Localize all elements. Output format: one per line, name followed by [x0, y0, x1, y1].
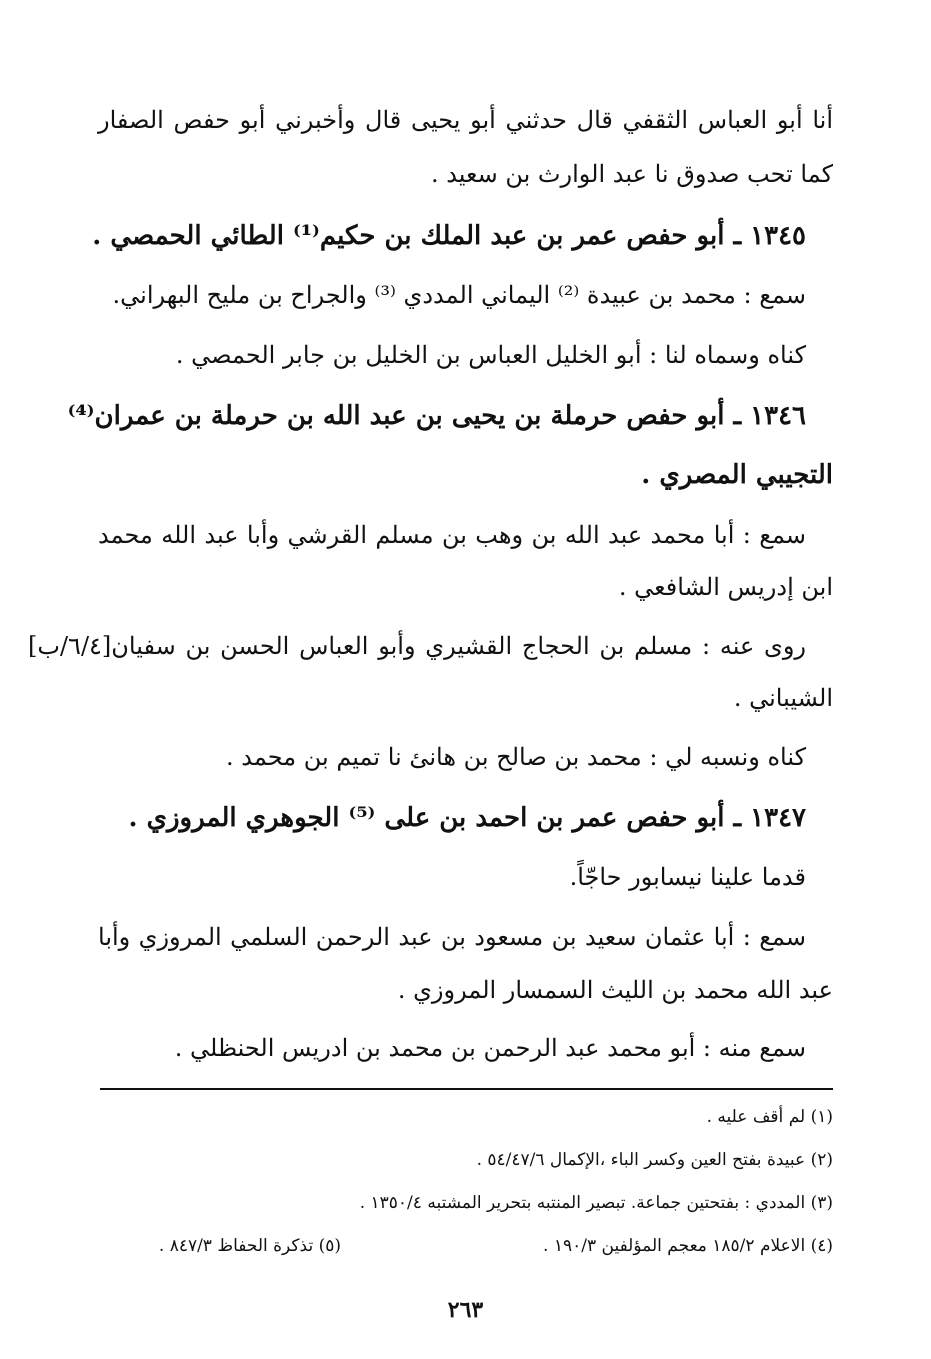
- body-line-1: أنا أبو العباس الثقفي قال حدثني أبو يحيى قال وأخبرني أبو حفص الصفار: [98, 106, 833, 134]
- footnote-3: (٣) المددي : بفتحتين جماعة. تبصير المنتبه بتحرير المشتبه ١٣٥٠/٤ .: [359, 1193, 833, 1213]
- body-line-14: قدما علينا نيسابور حاجّاً.: [569, 863, 806, 891]
- body-line-8: سمع : أبا محمد عبد الله بن وهب بن مسلم القرشي وأبا عبد الله محمد: [98, 521, 806, 549]
- entry-heading-1347: ١٣٤٧ ـ أبو حفص عمر بن احمد بن على ⁽⁵⁾ الجوهري المروزي .: [128, 803, 806, 833]
- body-line-11: الشيباني .: [733, 684, 833, 712]
- body-line-15: سمع : أبا عثمان سعيد بن مسعود بن عبد الرحمن السلمي المروزي وأبا: [98, 923, 806, 951]
- body-line-2: كما تحب صدوق نا عبد الوارث بن سعيد .: [430, 160, 833, 188]
- footnote-5: (٥) تذكرة الحفاظ ٨٤٧/٣ .: [158, 1236, 341, 1256]
- footnote-1: (١) لم أقف عليه .: [706, 1107, 833, 1127]
- body-line-9: ابن إدريس الشافعي .: [618, 573, 833, 601]
- entry-heading-1345: ١٣٤٥ ـ أبو حفص عمر بن عبد الملك بن حكيم⁽¹⁾ الطائي الحمصي .: [92, 221, 806, 251]
- entry-heading-1346: ١٣٤٦ ـ أبو حفص حرملة بن يحيى بن عبد الله بن حرملة بن عمران⁽⁴⁾: [67, 401, 806, 431]
- body-line-4: سمع : محمد بن عبيدة ⁽²⁾ اليماني المددي ⁽³⁾ والجراح بن مليح البهراني.: [112, 281, 806, 309]
- footnote-separator: [100, 1088, 833, 1090]
- body-line-5: كناه وسماه لنا : أبو الخليل العباس بن الخليل بن جابر الحمصي .: [175, 341, 806, 369]
- footnote-2: (٢) عبيدة بفتح العين وكسر الباء ،الإكمال ٥٤/٤٧/٦ .: [476, 1150, 833, 1170]
- footnote-4: (٤) الاعلام ١٨٥/٢ معجم المؤلفين ١٩٠/٣ .: [543, 1236, 833, 1256]
- body-line-7: التجيبي المصري .: [641, 460, 833, 490]
- body-line-12: كناه ونسبه لي : محمد بن صالح بن هانئ نا تميم بن محمد .: [226, 743, 806, 771]
- page-number: ٢٦٣: [447, 1297, 484, 1323]
- body-line-17: سمع منه : أبو محمد عبد الرحمن بن محمد بن ادريس الحنظلي .: [174, 1034, 806, 1062]
- body-line-10: روى عنه : مسلم بن الحجاج القشيري وأبو العباس الحسن بن سفيان[٦/٤/ب]: [28, 632, 806, 660]
- body-line-16: عبد الله محمد بن الليث السمسار المروزي .: [397, 976, 833, 1004]
